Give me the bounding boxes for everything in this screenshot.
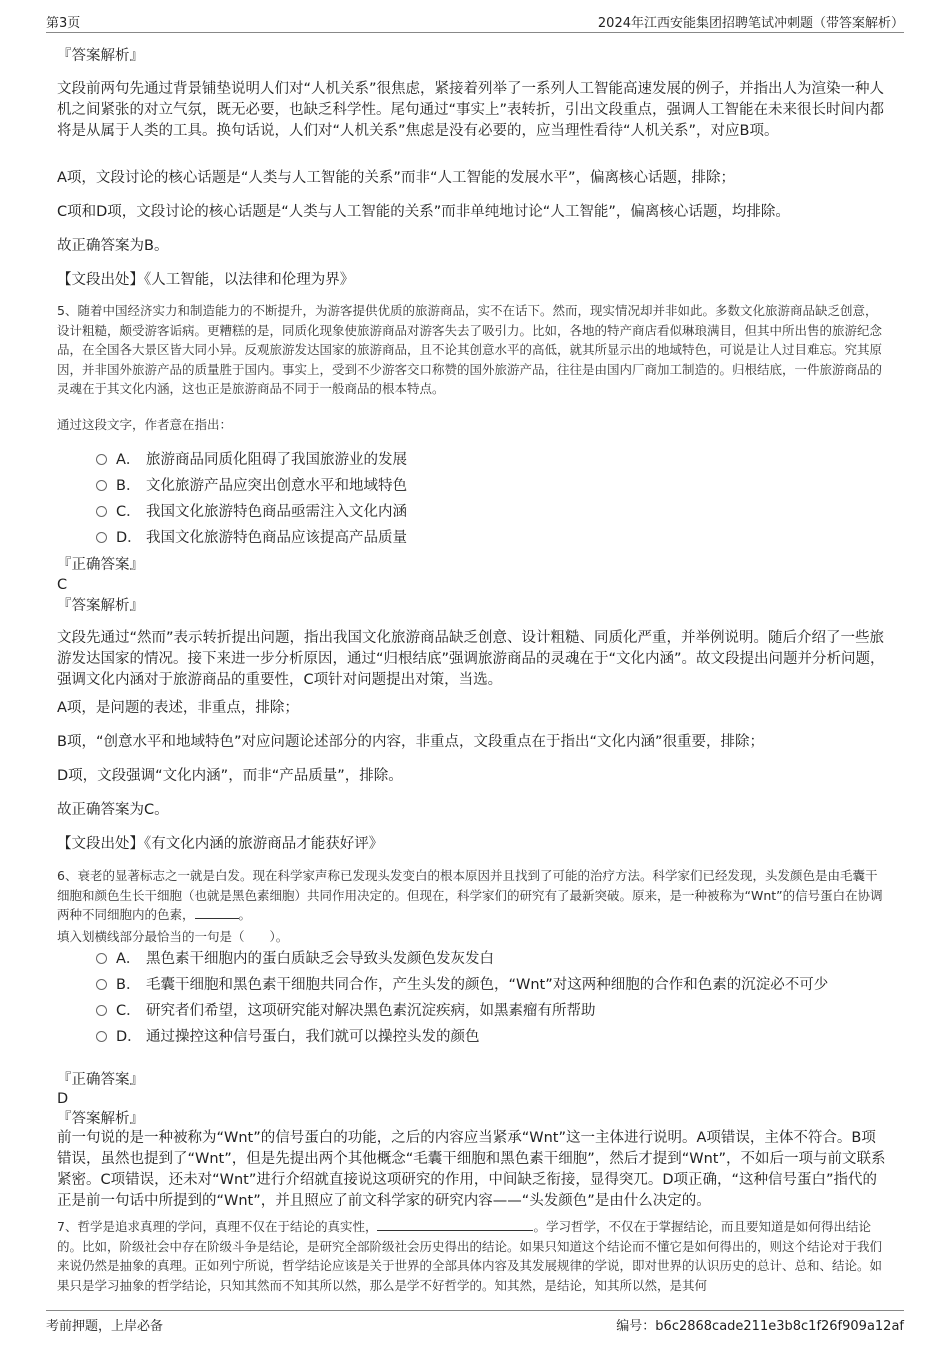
q4-source: 【文段出处】《人工智能，以法律和伦理为界》 (57, 272, 355, 288)
q5-point-b: B项，“创意水平和地域特色”对应问题论述部分的内容，非重点，文段重点在于指出“文化内涵”很重要，排除； (57, 734, 764, 750)
radio-icon[interactable] (96, 1005, 107, 1016)
radio-icon[interactable] (96, 480, 107, 491)
q4-analysis: 文段前两句先通过背景铺垫说明人们对“人机关系”很焦虑，紧接着列举了一系列人工智能高速发展的例子，并指出人为渲染一种人机之间紧张的对立气氛，既无必要，也缺乏科学性。尾句通过“事实上”表转折，引出文段重点，强调人工智能在未来很长时间内都将是从属于人类的工具。换句话说，人们对“人机关系”焦虑是没有必要的，应当理性看待“人机关系”，对应B项。 (57, 81, 885, 139)
q4-point-cd: C项和D项，文段讨论的核心话题是“人类与人工智能的关系”而非单纯地讨论“人工智能”，偏离核心话题，均排除。 (57, 204, 790, 220)
q6-analysis: 前一句说的是一种被称为“Wnt”的信号蛋白的功能，之后的内容应当紧承“Wnt”这一主体进行说明。A项错误，主体不符合。B项错误，虽然也提到了“Wnt”，但是先提出两个其他概念“毛囊干细胞和黑色素干细胞”，然后才提到“Wnt”，不如后一项与前文联系紧密。C项错误，还未对“Wnt”进行介绍就直接说这项研究的作用，中间缺乏衔接，显得突兀。D项正确，“这种信号蛋白”指代的正是前一句话中所提到的“Wnt”，并且照应了前文科学家的研究内容——“头发颜色”是由什么决定的。 (57, 1130, 886, 1209)
footer-slogan: 考前押题，上岸必备 (46, 1319, 164, 1334)
q6-option-c[interactable]: C． 研究者们希望，这项研究能对解决黑色素沉淀疾病，如黑素瘤有所帮助 (96, 1001, 886, 1021)
document-title: 2024年江西安能集团招聘笔试冲刺题（带答案解析） (597, 16, 904, 31)
radio-icon[interactable] (96, 506, 107, 517)
q5-conclusion: 故正确答案为C。 (57, 802, 169, 818)
document-code: 编号：b6c2868cade211e3b8c1f26f909a12af (616, 1319, 904, 1334)
fill-blank (195, 906, 239, 919)
page-footer (46, 1310, 904, 1335)
q5-point-a: A项，是问题的表述，非重点，排除； (57, 700, 299, 716)
q6-option-a[interactable]: A． 黑色素干细胞内的蛋白质缺乏会导致头发颜色发灰发白 (96, 949, 886, 969)
q5-stem: 5、随着中国经济实力和制造能力的不断提升，为游客提供优质的旅游商品，实不在话下。然而，现实情况却并非如此。多数文化旅游商品缺乏创意，设计粗糙，颇受游客诟病。更糟糕的是，同质化现象使旅游商品对游客失去了吸引力。比如，各地的特产商店看似琳琅满目，但其中所出售的旅游纪念品，在全国各大景区皆大同小异。反观旅游发达国家的旅游商品，且不论其创意水平的高低，就其所显示出的地域特色，可说是让人过目难忘。究其原因，并非国外旅游产品的质量胜于国内。事实上，受到不少游客交口称赞的国外旅游产品，往往是由国内厂商加工制造的。归根结底，一件旅游商品的灵魂在于其文化内涵，这也正是旅游商品不同于一般商品的根本特点。 (57, 303, 883, 396)
q5-point-d: D项，文段强调“文化内涵”，而非“产品质量”，排除。 (57, 768, 403, 784)
radio-icon[interactable] (96, 454, 107, 465)
q5-option-c[interactable]: C． 我国文化旅游特色商品亟需注入文化内涵 (96, 502, 886, 522)
q5-answer-label: 『正确答案』 (57, 557, 144, 573)
q7-stem: 7、哲学是追求真理的学问，真理不仅在于结论的真实性， 。学习哲学，不仅在于掌握结论，而且要知道是如何得出结论的。比如，阶级社会中存在阶级斗争是结论，是研究全部阶级社会历史得出的结论。如果只知道这个结论而不懂它是如何得出的，则这个结论对于我们来说仍然是抽象的真理。正如列宁所说，哲学结论应该是关于世界的全部具体内容及其发展规律的学说，即对世界的认识历史的总计、总和、结论。如果只是学习抽象的哲学结论，只知其然而不知其所以然，那么是学不好哲学的。知其然，是结论，知其所以然，是其何 (57, 1219, 883, 1293)
q6-option-b[interactable]: B． 毛囊干细胞和黑色素干细胞共同合作，产生头发的颜色，“Wnt”对这两种细胞的合作和色素的沉淀必不可少 (96, 975, 886, 995)
q4-conclusion: 故正确答案为B。 (57, 238, 169, 254)
q6-instruction: 填入划横线部分最恰当的一句是（ ）。 (57, 929, 289, 944)
q6-option-d[interactable]: D． 通过操控这种信号蛋白，我们就可以操控头发的颜色 (96, 1027, 886, 1047)
radio-icon[interactable] (96, 979, 107, 990)
page-number: 第3页 (46, 16, 81, 31)
q6-answer: D (57, 1091, 69, 1107)
q5-source: 【文段出处】《有文化内涵的旅游商品才能获好评》 (57, 836, 384, 852)
q4-analysis-label: 『答案解析』 (57, 48, 144, 64)
radio-icon[interactable] (96, 953, 107, 964)
radio-icon[interactable] (96, 1031, 107, 1042)
q6-analysis-label: 『答案解析』 (57, 1111, 144, 1127)
q5-question: 通过这段文字，作者意在指出： (57, 417, 233, 432)
q5-option-d[interactable]: D． 我国文化旅游特色商品应该提高产品质量 (96, 528, 886, 548)
q5-option-b[interactable]: B． 文化旅游产品应突出创意水平和地域特色 (96, 476, 886, 496)
q5-analysis: 文段先通过“然而”表示转折提出问题，指出我国文化旅游商品缺乏创意、设计粗糙、同质化严重，并举例说明。随后介绍了一些旅游发达国家的情况。接下来进一步分析原因，通过“归根结底”强调旅游商品的灵魂在于“文化内涵”。故文段提出问题并分析问题，强调文化内涵对于旅游商品的重要性，C项针对问题提出对策，当选。 (57, 630, 885, 688)
q5-analysis-label: 『答案解析』 (57, 598, 144, 614)
q6-answer-label: 『正确答案』 (57, 1072, 144, 1088)
q5-option-a[interactable]: A． 旅游商品同质化阻碍了我国旅游业的发展 (96, 450, 886, 470)
q5-answer: C (57, 577, 68, 593)
fill-blank (377, 1218, 533, 1231)
q6-stem: 6、衰老的显著标志之一就是白发。现在科学家声称已发现头发变白的根本原因并且找到了可能的治疗方法。科学家们已经发现，头发颜色是由毛囊干细胞和颜色生长干细胞（也就是黑色素细胞）共同作用决定的。但现在，科学家们的研究有了最新突破。原来，是一种被称为“Wnt”的信号蛋白在协调两种不同细胞内的色素， 。 (57, 868, 883, 922)
q4-point-a: A项，文段讨论的核心话题是“人类与人工智能的关系”而非“人工智能的发展水平”，偏离核心话题，排除； (57, 170, 735, 186)
page-header (46, 10, 904, 33)
radio-icon[interactable] (96, 532, 107, 543)
